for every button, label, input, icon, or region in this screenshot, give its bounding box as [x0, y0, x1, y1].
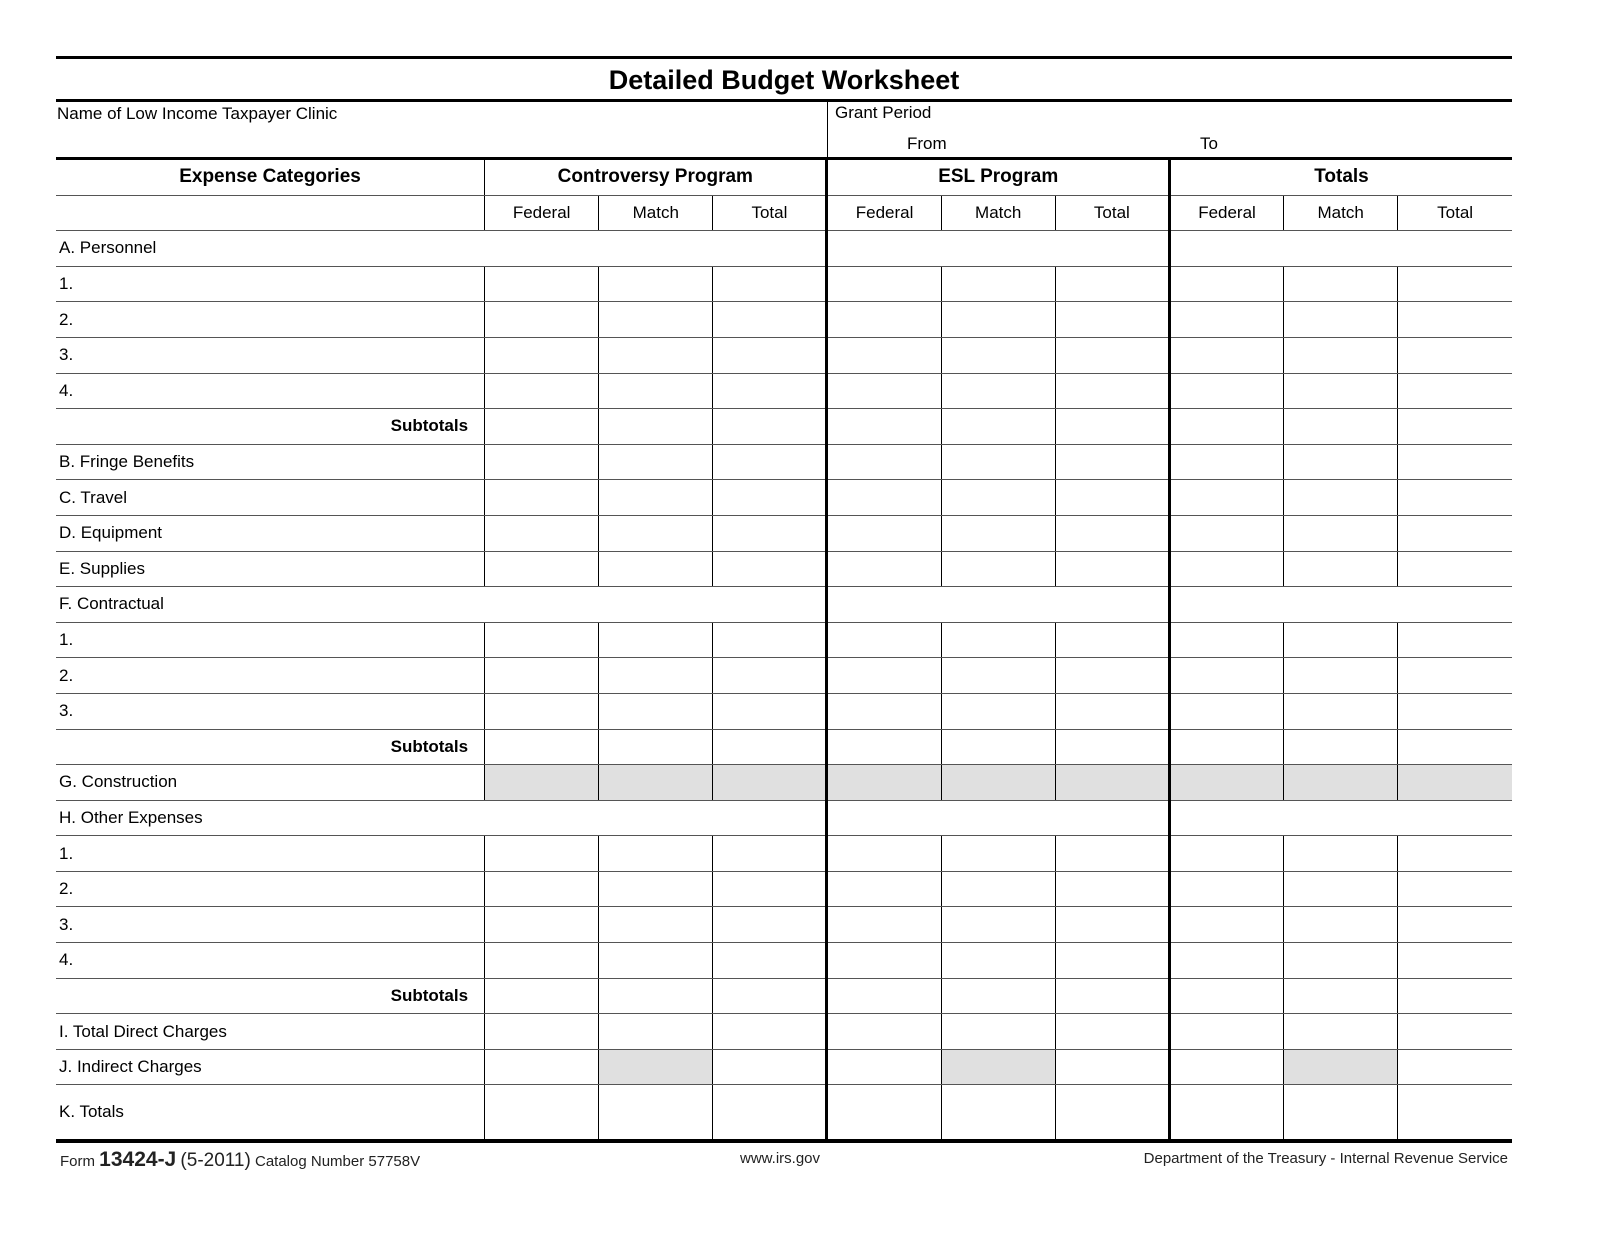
esl-match-cell[interactable] — [941, 515, 1055, 551]
totals-match-cell[interactable] — [1284, 302, 1398, 338]
agency-name: Department of the Treasury - Internal Revenue Service — [1143, 1150, 1508, 1167]
esl-match-cell[interactable] — [941, 1014, 1055, 1050]
controversy-match-cell[interactable] — [599, 302, 713, 338]
controversy-total-cell[interactable] — [713, 515, 827, 551]
table-row-item — [56, 836, 1512, 872]
controversy-federal-cell[interactable] — [485, 1085, 599, 1140]
controversy-match-cell[interactable] — [599, 622, 713, 658]
esl-federal-cell[interactable] — [827, 302, 941, 338]
row-label: 2. — [56, 871, 485, 907]
table-row-section — [56, 800, 1512, 836]
esl-federal-cell[interactable] — [827, 373, 941, 409]
esl-match-cell[interactable] — [941, 658, 1055, 694]
controversy-match-cell[interactable] — [599, 836, 713, 872]
totals-match-cell[interactable] — [1284, 907, 1398, 943]
totals-section-blank — [1169, 587, 1512, 623]
totals-match-cell[interactable] — [1284, 515, 1398, 551]
controversy-total-cell[interactable] — [713, 693, 827, 729]
grant-from-field[interactable]: From — [907, 134, 947, 153]
controversy-match-cell[interactable] — [599, 373, 713, 409]
table-row-item — [56, 765, 1512, 801]
row-label: 1. — [56, 836, 485, 872]
row-label: 4. — [56, 943, 485, 979]
clinic-name-field[interactable] — [56, 102, 827, 157]
controversy-total-cell[interactable] — [713, 373, 827, 409]
controversy-federal-cell[interactable] — [485, 409, 599, 445]
budget-worksheet-form — [56, 56, 1512, 1143]
row-label: Subtotals — [56, 409, 485, 445]
esl-match-cell[interactable] — [941, 871, 1055, 907]
table-row-item — [56, 551, 1512, 587]
row-label: D. Equipment — [56, 515, 485, 551]
program-header-row — [56, 160, 1512, 195]
totals-match-cell[interactable] — [1284, 836, 1398, 872]
controversy-federal-cell[interactable] — [485, 337, 599, 373]
esl-total-cell[interactable] — [1055, 266, 1169, 302]
esl-federal-cell[interactable] — [827, 444, 941, 480]
esl-federal-cell[interactable] — [827, 622, 941, 658]
controversy-match-cell[interactable] — [599, 943, 713, 979]
controversy-federal-cell[interactable] — [485, 978, 599, 1014]
totals-total-cell[interactable] — [1398, 444, 1512, 480]
table-row-section — [56, 587, 1512, 623]
esl-match-cell[interactable] — [941, 409, 1055, 445]
esl-total-cell[interactable] — [1055, 373, 1169, 409]
esl-total-cell[interactable] — [1055, 907, 1169, 943]
totals-federal-cell[interactable] — [1169, 943, 1283, 979]
controversy-federal-cell[interactable] — [485, 373, 599, 409]
totals-total-cell[interactable] — [1398, 693, 1512, 729]
table-row-item — [56, 266, 1512, 302]
totals-total-cell[interactable] — [1398, 1014, 1512, 1050]
row-label: 3. — [56, 693, 485, 729]
controversy-total-cell[interactable] — [713, 337, 827, 373]
controversy-match-cell[interactable] — [599, 409, 713, 445]
table-row-subtotal — [56, 409, 1512, 445]
esl-total-cell[interactable] — [1055, 978, 1169, 1014]
row-label: Subtotals — [56, 729, 485, 765]
controversy-total-cell[interactable] — [713, 1049, 827, 1085]
table-row-item — [56, 622, 1512, 658]
controversy-total-cell[interactable] — [713, 444, 827, 480]
controversy-match-cell[interactable] — [599, 658, 713, 694]
totals-match-cell[interactable] — [1284, 943, 1398, 979]
controversy-total-cell[interactable] — [713, 836, 827, 872]
totals-federal-cell[interactable] — [1169, 1014, 1283, 1050]
totals-federal-cell[interactable] — [1169, 337, 1283, 373]
table-row-item — [56, 907, 1512, 943]
totals-match-cell[interactable] — [1284, 1085, 1398, 1140]
esl-federal-cell[interactable] — [827, 515, 941, 551]
esl-federal-cell — [827, 765, 941, 801]
totals-match-cell[interactable] — [1284, 373, 1398, 409]
totals-total-cell — [1398, 765, 1512, 801]
controversy-match-cell[interactable] — [599, 978, 713, 1014]
totals-total-cell[interactable] — [1398, 515, 1512, 551]
esl-total-cell[interactable] — [1055, 515, 1169, 551]
totals-federal-cell[interactable] — [1169, 515, 1283, 551]
table-row-item — [56, 337, 1512, 373]
esl-federal-cell[interactable] — [827, 1014, 941, 1050]
row-label: Subtotals — [56, 978, 485, 1014]
esl-match-cell[interactable] — [941, 444, 1055, 480]
controversy-total-cell[interactable] — [713, 658, 827, 694]
controversy-match-cell[interactable] — [599, 1085, 713, 1140]
table-row-item — [56, 444, 1512, 480]
controversy-federal-cell[interactable] — [485, 729, 599, 765]
row-label: F. Contractual — [56, 587, 827, 623]
subcolumn-header-match: Match — [599, 195, 713, 231]
totals-total-cell[interactable] — [1398, 302, 1512, 338]
controversy-match-cell[interactable] — [599, 1014, 713, 1050]
controversy-total-cell[interactable] — [713, 907, 827, 943]
row-label: K. Totals — [59, 1102, 124, 1122]
totals-total-cell[interactable] — [1398, 907, 1512, 943]
totals-total-cell[interactable] — [1398, 337, 1512, 373]
controversy-match-cell[interactable] — [599, 515, 713, 551]
table-row-total — [56, 1085, 1512, 1140]
table-row-item — [56, 373, 1512, 409]
totals-total-cell[interactable] — [1398, 1049, 1512, 1085]
totals-federal-cell — [1169, 765, 1283, 801]
esl-section-blank — [827, 231, 1169, 267]
subcolumn-header-federal: Federal — [827, 195, 941, 231]
totals-federal-cell[interactable] — [1169, 444, 1283, 480]
totals-total-cell[interactable] — [1398, 836, 1512, 872]
esl-match-cell[interactable] — [941, 693, 1055, 729]
totals-match-cell[interactable] — [1284, 337, 1398, 373]
totals-total-cell[interactable] — [1398, 409, 1512, 445]
grant-period-label: Grant Period — [835, 103, 932, 122]
totals-match-cell[interactable] — [1284, 266, 1398, 302]
form-prefix: Form — [60, 1153, 95, 1170]
totals-total-cell[interactable] — [1398, 480, 1512, 516]
totals-federal-cell[interactable] — [1169, 622, 1283, 658]
page-title: Detailed Budget Worksheet — [608, 65, 960, 95]
totals-total-cell[interactable] — [1398, 622, 1512, 658]
esl-federal-cell[interactable] — [827, 943, 941, 979]
table-row-item — [56, 693, 1512, 729]
website-link[interactable]: www.irs.gov — [740, 1150, 821, 1167]
row-label: C. Travel — [56, 480, 485, 516]
esl-federal-cell[interactable] — [827, 1085, 941, 1140]
totals-match-cell[interactable] — [1284, 444, 1398, 480]
totals-section-blank — [1169, 231, 1512, 267]
table-row-subtotal — [56, 978, 1512, 1014]
form-id — [60, 1148, 420, 1172]
controversy-federal-cell[interactable] — [485, 515, 599, 551]
esl-match-cell[interactable] — [941, 302, 1055, 338]
controversy-federal-cell[interactable] — [485, 444, 599, 480]
totals-federal-cell[interactable] — [1169, 729, 1283, 765]
row-label: 1. — [56, 266, 485, 302]
controversy-federal-cell[interactable] — [485, 658, 599, 694]
esl-match-cell[interactable] — [941, 978, 1055, 1014]
table-row-item — [56, 658, 1512, 694]
esl-total-cell[interactable] — [1055, 1049, 1169, 1085]
controversy-federal-cell[interactable] — [485, 1014, 599, 1050]
totals-total-cell[interactable] — [1398, 943, 1512, 979]
totals-match-cell[interactable] — [1284, 551, 1398, 587]
esl-section-blank — [827, 587, 1169, 623]
esl-total-cell[interactable] — [1055, 622, 1169, 658]
totals-match-cell — [1284, 1049, 1398, 1085]
esl-total-cell[interactable] — [1055, 302, 1169, 338]
controversy-total-cell[interactable] — [713, 1085, 827, 1140]
controversy-total-cell[interactable] — [713, 729, 827, 765]
totals-match-cell[interactable] — [1284, 693, 1398, 729]
table-row-subtotal — [56, 729, 1512, 765]
esl-match-cell — [941, 765, 1055, 801]
controversy-total-cell[interactable] — [713, 266, 827, 302]
esl-total-cell[interactable] — [1055, 444, 1169, 480]
totals-match-cell[interactable] — [1284, 658, 1398, 694]
esl-match-cell[interactable] — [941, 480, 1055, 516]
subcolumn-header-federal: Federal — [1169, 195, 1283, 231]
totals-total-cell[interactable] — [1398, 978, 1512, 1014]
controversy-match-cell[interactable] — [599, 266, 713, 302]
totals-total-cell[interactable] — [1398, 729, 1512, 765]
row-label: J. Indirect Charges — [56, 1049, 485, 1085]
totals-federal-cell[interactable] — [1169, 373, 1283, 409]
row-label: 3. — [56, 337, 485, 373]
totals-federal-cell[interactable] — [1169, 551, 1283, 587]
subcolumn-header-total: Total — [1055, 195, 1169, 231]
subcolumn-header-federal: Federal — [485, 195, 599, 231]
totals-federal-cell[interactable] — [1169, 302, 1283, 338]
expense-categories-header: Expense Categories — [56, 160, 485, 195]
esl-federal-cell[interactable] — [827, 907, 941, 943]
esl-total-cell[interactable] — [1055, 1085, 1169, 1140]
controversy-federal-cell[interactable] — [485, 551, 599, 587]
table-row-item — [56, 1014, 1512, 1050]
form-revision: (5-2011) — [180, 1150, 251, 1171]
row-label: A. Personnel — [56, 231, 827, 267]
controversy-match-cell[interactable] — [599, 907, 713, 943]
row-label: 4. — [56, 373, 485, 409]
budget-table — [56, 160, 1512, 1139]
esl-match-cell[interactable] — [941, 907, 1055, 943]
controversy-program-header: Controversy Program — [485, 160, 827, 195]
form-number: 13424-J — [99, 1148, 177, 1171]
esl-federal-cell[interactable] — [827, 658, 941, 694]
totals-federal-cell[interactable] — [1169, 978, 1283, 1014]
esl-total-cell[interactable] — [1055, 729, 1169, 765]
esl-match-cell[interactable] — [941, 943, 1055, 979]
controversy-total-cell[interactable] — [713, 622, 827, 658]
blank-header-cell — [56, 195, 485, 231]
esl-total-cell[interactable] — [1055, 1014, 1169, 1050]
esl-federal-cell[interactable] — [827, 729, 941, 765]
bottom-rule — [56, 1139, 1512, 1143]
grant-period-field — [827, 102, 1512, 157]
totals-federal-cell[interactable] — [1169, 1049, 1283, 1085]
totals-total-cell[interactable] — [1398, 658, 1512, 694]
totals-federal-cell[interactable] — [1169, 409, 1283, 445]
subcolumn-header-total: Total — [713, 195, 827, 231]
controversy-federal-cell[interactable] — [485, 943, 599, 979]
row-label: 2. — [56, 658, 485, 694]
totals-header: Totals — [1169, 160, 1512, 195]
totals-match-cell[interactable] — [1284, 622, 1398, 658]
controversy-total-cell[interactable] — [713, 551, 827, 587]
totals-match-cell[interactable] — [1284, 729, 1398, 765]
subcolumn-header-total: Total — [1398, 195, 1512, 231]
esl-match-cell — [941, 1049, 1055, 1085]
controversy-total-cell[interactable] — [713, 978, 827, 1014]
totals-section-blank — [1169, 800, 1512, 836]
grant-to-field[interactable]: To — [1200, 134, 1218, 153]
table-row-item — [56, 1049, 1512, 1085]
controversy-federal-cell[interactable] — [485, 1049, 599, 1085]
controversy-match-cell — [599, 1049, 713, 1085]
row-label: 1. — [56, 622, 485, 658]
totals-match-cell — [1284, 765, 1398, 801]
esl-total-cell[interactable] — [1055, 551, 1169, 587]
totals-federal-cell[interactable] — [1169, 693, 1283, 729]
row-label: B. Fringe Benefits — [56, 444, 485, 480]
row-label: 3. — [56, 907, 485, 943]
totals-match-cell[interactable] — [1284, 978, 1398, 1014]
controversy-federal-cell[interactable] — [485, 622, 599, 658]
totals-federal-cell[interactable] — [1169, 480, 1283, 516]
esl-total-cell[interactable] — [1055, 480, 1169, 516]
esl-match-cell[interactable] — [941, 266, 1055, 302]
esl-total-cell[interactable] — [1055, 871, 1169, 907]
esl-federal-cell[interactable] — [827, 836, 941, 872]
esl-program-header: ESL Program — [827, 160, 1169, 195]
esl-federal-cell[interactable] — [827, 337, 941, 373]
esl-federal-cell[interactable] — [827, 693, 941, 729]
totals-federal-cell[interactable] — [1169, 907, 1283, 943]
totals-federal-cell[interactable] — [1169, 658, 1283, 694]
controversy-total-cell[interactable] — [713, 480, 827, 516]
controversy-match-cell[interactable] — [599, 337, 713, 373]
controversy-match-cell[interactable] — [599, 444, 713, 480]
subcolumn-header-row — [56, 195, 1512, 231]
controversy-total-cell[interactable] — [713, 1014, 827, 1050]
row-label: I. Total Direct Charges — [56, 1014, 485, 1050]
esl-total-cell[interactable] — [1055, 409, 1169, 445]
row-label: 2. — [56, 302, 485, 338]
totals-match-cell[interactable] — [1284, 480, 1398, 516]
esl-federal-cell[interactable] — [827, 266, 941, 302]
totals-match-cell[interactable] — [1284, 871, 1398, 907]
controversy-match-cell[interactable] — [599, 480, 713, 516]
clinic-name-label: Name of Low Income Taxpayer Clinic — [57, 104, 338, 123]
totals-federal-cell[interactable] — [1169, 266, 1283, 302]
subcolumn-header-match: Match — [941, 195, 1055, 231]
esl-total-cell[interactable] — [1055, 943, 1169, 979]
esl-total-cell[interactable] — [1055, 337, 1169, 373]
controversy-match-cell[interactable] — [599, 693, 713, 729]
subcolumn-header-match: Match — [1284, 195, 1398, 231]
controversy-total-cell[interactable] — [713, 302, 827, 338]
clinic-info-row — [56, 102, 1512, 157]
totals-total-cell[interactable] — [1398, 551, 1512, 587]
row-label: E. Supplies — [56, 551, 485, 587]
catalog-number: Catalog Number 57758V — [255, 1153, 421, 1170]
controversy-federal-cell — [485, 765, 599, 801]
controversy-match-cell — [599, 765, 713, 801]
totals-federal-cell[interactable] — [1169, 871, 1283, 907]
esl-match-cell[interactable] — [941, 337, 1055, 373]
esl-match-cell[interactable] — [941, 373, 1055, 409]
totals-match-cell[interactable] — [1284, 409, 1398, 445]
table-row-item — [56, 480, 1512, 516]
esl-match-cell[interactable] — [941, 622, 1055, 658]
totals-total-cell[interactable] — [1398, 373, 1512, 409]
controversy-total-cell[interactable] — [713, 409, 827, 445]
controversy-federal-cell[interactable] — [485, 266, 599, 302]
table-row-item — [56, 871, 1512, 907]
table-row-item — [56, 943, 1512, 979]
esl-match-cell[interactable] — [941, 1085, 1055, 1140]
esl-federal-cell[interactable] — [827, 1049, 941, 1085]
controversy-federal-cell[interactable] — [485, 871, 599, 907]
esl-federal-cell[interactable] — [827, 409, 941, 445]
totals-total-cell[interactable] — [1398, 266, 1512, 302]
esl-federal-cell[interactable] — [827, 551, 941, 587]
esl-total-cell[interactable] — [1055, 836, 1169, 872]
controversy-total-cell[interactable] — [713, 943, 827, 979]
totals-match-cell[interactable] — [1284, 1014, 1398, 1050]
esl-total-cell[interactable] — [1055, 693, 1169, 729]
row-label: H. Other Expenses — [56, 800, 827, 836]
controversy-federal-cell[interactable] — [485, 480, 599, 516]
table-row-item — [56, 302, 1512, 338]
controversy-total-cell[interactable] — [713, 871, 827, 907]
table-row-item — [56, 515, 1512, 551]
totals-federal-cell[interactable] — [1169, 836, 1283, 872]
controversy-federal-cell[interactable] — [485, 302, 599, 338]
esl-total-cell — [1055, 765, 1169, 801]
controversy-total-cell — [713, 765, 827, 801]
controversy-federal-cell[interactable] — [485, 836, 599, 872]
controversy-federal-cell[interactable] — [485, 693, 599, 729]
esl-match-cell[interactable] — [941, 551, 1055, 587]
controversy-match-cell[interactable] — [599, 871, 713, 907]
esl-match-cell[interactable] — [941, 836, 1055, 872]
esl-federal-cell[interactable] — [827, 480, 941, 516]
controversy-federal-cell[interactable] — [485, 907, 599, 943]
controversy-match-cell[interactable] — [599, 729, 713, 765]
esl-match-cell[interactable] — [941, 729, 1055, 765]
table-row-section — [56, 231, 1512, 267]
row-label: G. Construction — [56, 765, 485, 801]
esl-section-blank — [827, 800, 1169, 836]
totals-federal-cell[interactable] — [1169, 1085, 1283, 1140]
esl-federal-cell[interactable] — [827, 978, 941, 1014]
esl-total-cell[interactable] — [1055, 658, 1169, 694]
controversy-match-cell[interactable] — [599, 551, 713, 587]
totals-total-cell[interactable] — [1398, 1085, 1512, 1140]
totals-total-cell[interactable] — [1398, 871, 1512, 907]
esl-federal-cell[interactable] — [827, 871, 941, 907]
